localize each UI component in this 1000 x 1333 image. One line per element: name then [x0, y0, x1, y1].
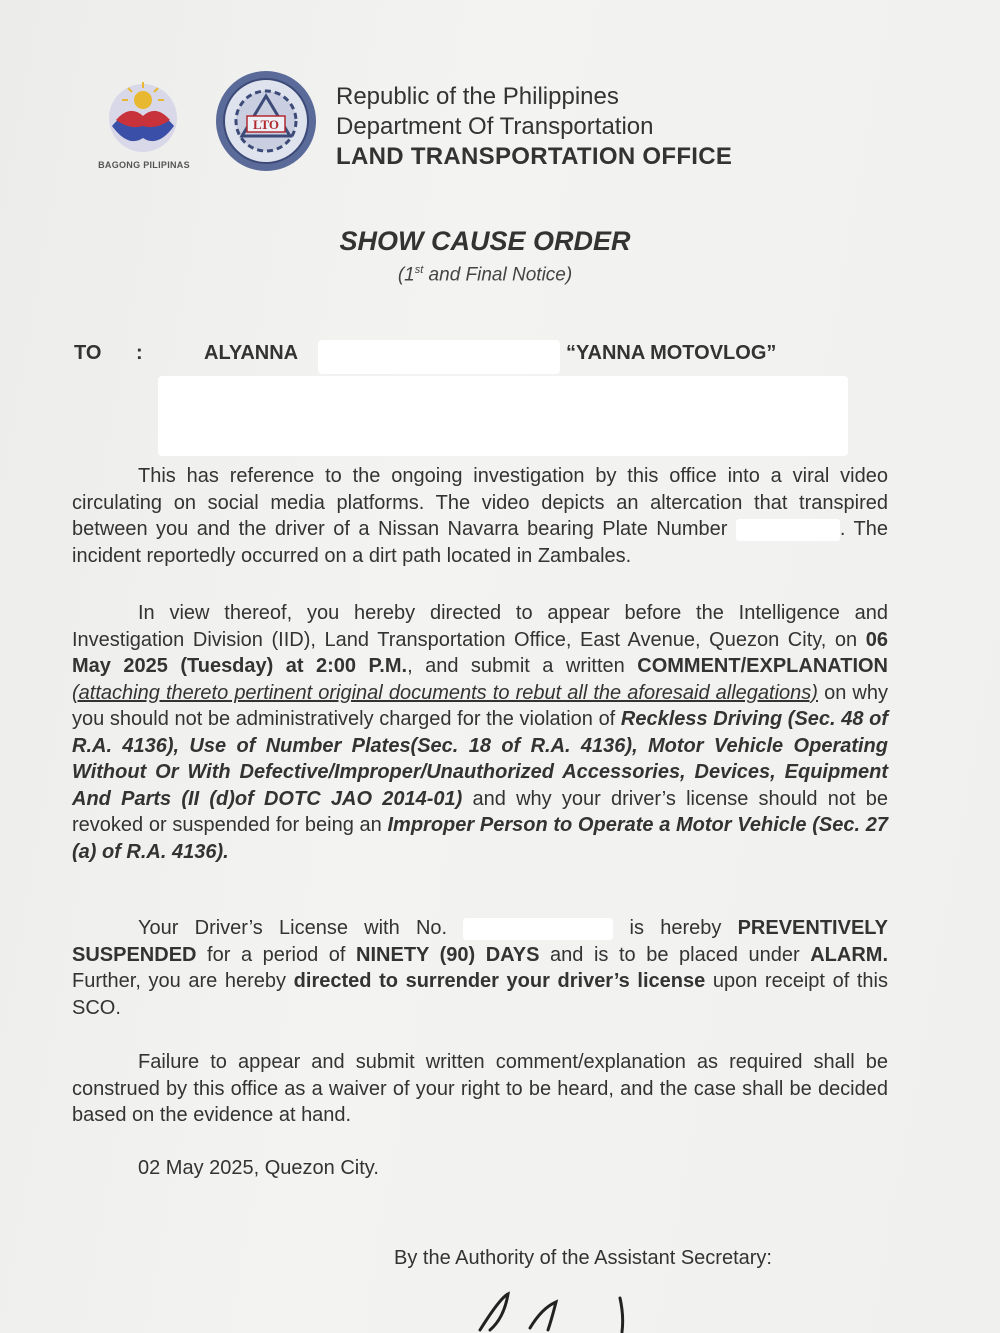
- attachment-note: (attaching thereto pertinent original documents to rebut all the aforesaid allegations): [72, 681, 818, 704]
- preventive-suspension: PREVENTIVELY SUSPENDED: [72, 917, 888, 966]
- bagong-pilipinas-logo: [98, 76, 188, 156]
- alarm-status: ALARM.: [810, 943, 888, 966]
- para3-text-f: upon receipt of this SCO.: [72, 970, 888, 1019]
- violations-list: Reckless Driving (Sec. 48 of R.A. 4136), Use of Number Plates(Sec. 18 of R.A. 4136), Motor Vehicle Operating Without Or With Defective/Improper/Unauthorized Accessories, Devices, Equipment And Parts (II (d)of DOTC JAO 2014-01): [72, 708, 888, 810]
- para3-text-c: for a period of: [196, 943, 357, 966]
- redacted-plate-number: [736, 519, 840, 541]
- suspension-period: NINETY (90) DAYS: [356, 943, 540, 966]
- dateline: [72, 1155, 888, 1182]
- dateline-text: 02 May 2025, Quezon City.: [138, 1157, 379, 1179]
- paragraph-suspension: [72, 915, 888, 1021]
- letterhead: [88, 68, 788, 188]
- improper-person-charge: Improper Person to Operate a Motor Vehicle (Sec. 27 (a) of R.A. 4136).: [72, 814, 888, 863]
- redacted-license-number: [463, 918, 613, 940]
- surrender-directive: directed to surrender your driver’s license: [293, 970, 706, 992]
- para3-text-d: and is to be placed under: [539, 943, 811, 966]
- recipient-name: ALYANNA: [204, 342, 299, 364]
- recipient-label: TO: [74, 342, 102, 364]
- authority-text: By the Authority of the Assistant Secretary:: [394, 1247, 772, 1269]
- para3-text-e: Further, you are hereby: [72, 970, 294, 992]
- para2-text-b: , and submit a written: [407, 655, 638, 677]
- paragraph-directive: [72, 600, 888, 865]
- para4-text: Failure to appear and submit written comment/explanation as required shall be construed by this office as a waiver of your right to be heard, and the case shall be decided based on the evidence at hand.: [72, 1051, 888, 1126]
- para3-text-a: Your Driver’s License with No.: [138, 917, 464, 939]
- para2-text-a: In view thereof, you hereby directed to appear before the Intelligence and Investigation Division (IID), Land Transportation Office, East Avenue, Quezon City, on: [72, 602, 888, 651]
- subtitle-suffix: st: [414, 264, 424, 276]
- agency-block: [336, 82, 732, 172]
- recipient-colon: :: [136, 342, 143, 364]
- document-title: SHOW CAUSE ORDER: [339, 226, 631, 256]
- subtitle-open: (: [397, 264, 405, 286]
- department-line: Department Of Transportation: [336, 113, 654, 140]
- redacted-surname: [318, 340, 560, 374]
- document-subtitle: [0, 264, 970, 286]
- subtitle-rest: and Final Notice): [423, 264, 573, 286]
- bagong-pilipinas-caption: BAGONG PILIPINAS: [98, 160, 190, 170]
- recipient-alias: “YANNA MOTOVLOG”: [566, 342, 777, 364]
- lto-seal: [213, 68, 319, 174]
- hearing-date: 06 May 2025 (Tuesday) at 2:00 P.M.: [72, 628, 888, 677]
- redacted-address: [158, 376, 848, 456]
- comment-explanation: COMMENT/EXPLANATION: [637, 655, 888, 677]
- lto-seal-text: LTO: [252, 117, 280, 132]
- para3-text-b: is hereby: [613, 917, 738, 939]
- paragraph-failure: [72, 1049, 888, 1129]
- republic-line: Republic of the Philippines: [336, 83, 619, 110]
- para2-text-e: and why your driver’s license should not be revoked or suspended for being an: [72, 787, 888, 836]
- para1-text-a: This has reference to the ongoing investigation by this office into a viral video circulating on social media platforms. The video depicts an altercation that transpired between you and the driver of a Nissan Navarra bearing Plate Number: [72, 465, 888, 540]
- signature-mark: [460, 1288, 660, 1333]
- office-line: LAND TRANSPORTATION OFFICE: [336, 143, 733, 170]
- para1-text-b: . The incident reportedly occurred on a dirt path located in Zambales.: [72, 518, 888, 567]
- paragraph-reference: [72, 463, 888, 569]
- para2-text-d: on why you should not be administratively charged for the violation of: [72, 681, 888, 730]
- authority-line: [394, 1245, 894, 1272]
- subtitle-ordinal: 1: [404, 264, 415, 286]
